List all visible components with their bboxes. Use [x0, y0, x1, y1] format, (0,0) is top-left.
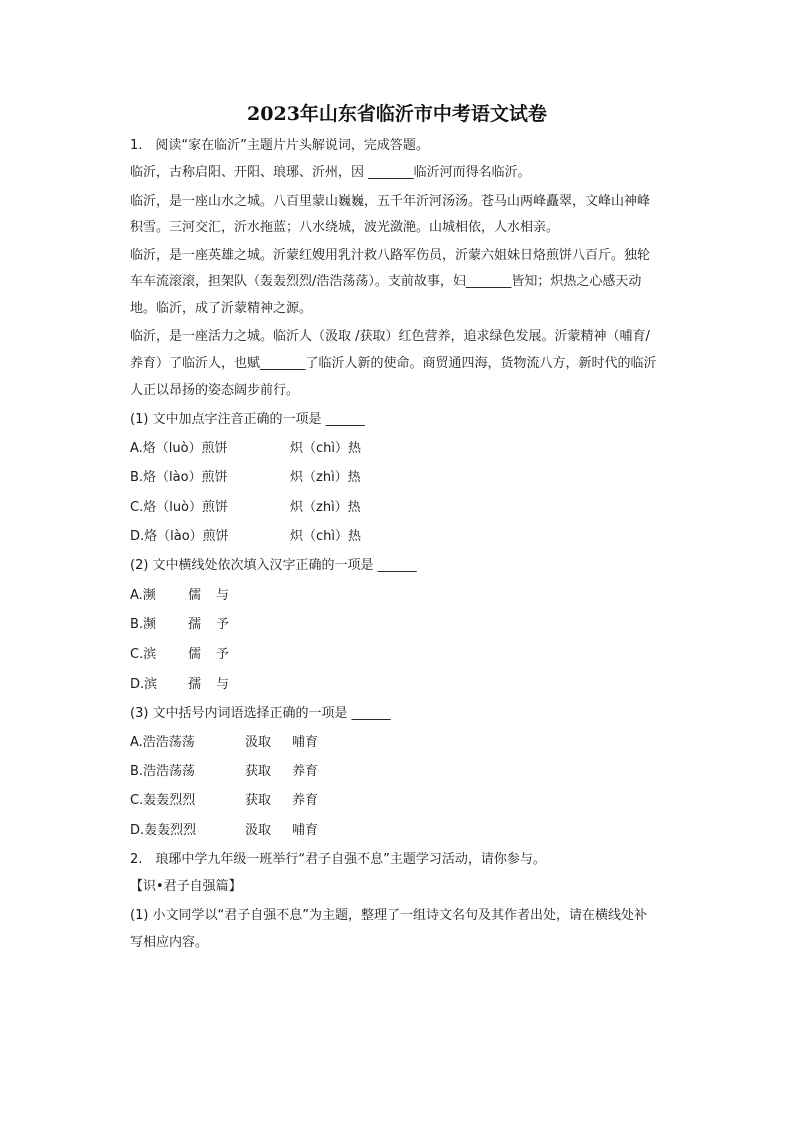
- option-d[interactable]: D.滨: [130, 677, 158, 692]
- option-a-part3: 哺育: [292, 735, 319, 750]
- q2-section-heading: 【识•君子自强篇】: [130, 879, 242, 894]
- option-a-part2: 儒: [188, 588, 202, 603]
- passage-line: 临沂，是一座山水之城。八百里蒙山巍巍，五千年沂河汤汤。苍马山两峰矗翠，文峰山神峰: [130, 194, 651, 209]
- option-b-part3: 养育: [292, 764, 319, 779]
- option-c-part3: 养育: [292, 793, 319, 808]
- q1-header: 1. 阅读“家在临沂”主题片片头解说词，完成答题。: [130, 138, 429, 153]
- option-b[interactable]: B.浩浩荡荡: [130, 764, 196, 779]
- passage-line: 人正以昂扬的姿态阔步前行。: [130, 383, 300, 398]
- passage-line: 地。临沂，成了沂蒙精神之源。: [130, 301, 313, 316]
- option-a[interactable]: A.浩浩荡荡: [130, 735, 195, 750]
- passage-line: 临沂，古称启阳、开阳、琅琊、沂州，因 _______临沂河而得名临沂。: [130, 165, 531, 180]
- passage-line: 临沂，是一座英雄之城。沂蒙红嫂用乳汁救八路军伤员，沂蒙六姐妹日烙煎饼八百斤。独轮: [130, 248, 651, 263]
- option-b[interactable]: B.濒: [130, 617, 157, 632]
- page-title: 2023年山东省临沂市中考语文试卷: [247, 103, 547, 125]
- option-c-part2: 获取: [245, 793, 272, 808]
- option-b-part2: 获取: [245, 764, 272, 779]
- option-b[interactable]: B.烙（lào）煎饼: [130, 470, 228, 485]
- passage-line: 积雪。三河交汇，沂水拖蓝；八水绕城，波光潋滟。山城相依，人水相亲。: [130, 220, 560, 235]
- option-a-part3: 与: [216, 588, 230, 603]
- option-a[interactable]: A.濒: [130, 588, 156, 603]
- q2-sub1-line: (1) 小文同学以“君子自强不息”为主题，整理了一组诗文名句及其作者出处，请在横线处补: [130, 908, 648, 923]
- passage-line: 临沂，是一座活力之城。临沂人（汲取 /获取）红色营养，追求绿色发展。沂蒙精神（哺育/: [130, 329, 650, 344]
- option-d-part2: 炽（chì）热: [290, 529, 361, 544]
- q1-sub1-stem: (1) 文中加点字注音正确的一项是 ______: [130, 412, 365, 427]
- option-a-part2: 炽（chì）热: [290, 441, 361, 456]
- option-c[interactable]: C.滨: [130, 647, 157, 662]
- option-b-part2: 孺: [188, 617, 202, 632]
- option-d[interactable]: D.轰轰烈烈: [130, 823, 197, 838]
- option-c[interactable]: C.烙（luò）煎饼: [130, 500, 229, 515]
- option-c[interactable]: C.轰轰烈烈: [130, 793, 196, 808]
- option-d[interactable]: D.烙（lào）煎饼: [130, 529, 229, 544]
- q1-sub2-stem: (2) 文中横线处依次填入汉字正确的一项是 ______: [130, 558, 417, 573]
- option-d-part3: 与: [216, 677, 230, 692]
- option-b-part3: 予: [216, 617, 230, 632]
- option-a[interactable]: A.烙（luò）煎饼: [130, 441, 228, 456]
- option-b-part2: 炽（zhì）热: [290, 470, 361, 485]
- option-d-part2: 汲取: [245, 823, 272, 838]
- option-d-part2: 孺: [188, 677, 202, 692]
- q2-sub1-line: 写相应内容。: [130, 935, 209, 950]
- option-c-part3: 予: [216, 647, 230, 662]
- option-a-part2: 汲取: [245, 735, 272, 750]
- passage-line: 养育）了临沂人，也赋_______了临沂人新的使命。商贸通四海，货物流八方，新时代的临沂: [130, 356, 657, 371]
- passage-line: 车车流滚滚，担架队（轰轰烈烈/浩浩荡荡）。支前故事，妇_______皆知；炽热之心感天动: [130, 274, 642, 289]
- option-c-part2: 炽（zhì）热: [290, 500, 361, 515]
- q1-sub3-stem: (3) 文中括号内词语选择正确的一项是 ______: [130, 706, 391, 721]
- option-c-part2: 儒: [188, 647, 202, 662]
- q2-header: 2. 琅琊中学九年级一班举行“君子自强不息”主题学习活动，请你参与。: [130, 852, 546, 867]
- option-d-part3: 哺育: [292, 823, 319, 838]
